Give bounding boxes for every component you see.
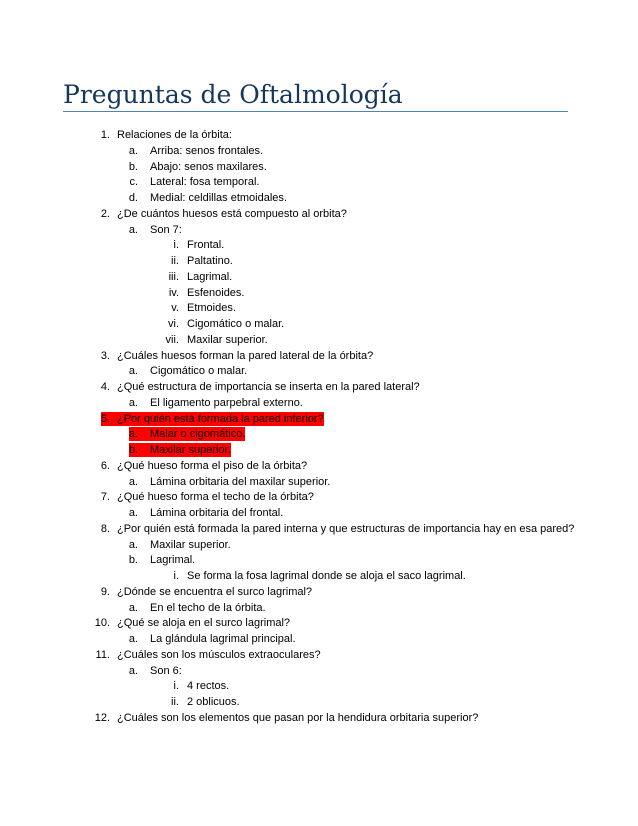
list-marker: i. [173, 239, 179, 251]
list-text: ¿Cuáles son los elementos que pasan por la hendidura orbitaria superior? [117, 712, 479, 724]
list-marker: iii. [168, 271, 179, 283]
list-marker: 11. [95, 649, 110, 661]
list-text: ¿Qué se aloja en el surco lagrimal? [117, 617, 291, 629]
list-text: ¿Cuáles son los músculos extraoculares? [117, 649, 321, 661]
list-text: En el techo de la órbita. [150, 602, 266, 614]
list-marker: c. [129, 176, 138, 188]
list-marker: ii. [171, 255, 179, 267]
list-marker: v. [171, 302, 179, 314]
list-marker: 5. [100, 413, 110, 425]
list-text: ¿Cuáles huesos forman la pared lateral de la órbita? [117, 350, 374, 362]
list-marker: 1. [100, 129, 110, 141]
list-text: ¿Por quién está formada la pared interna y que estructuras de importancia hay en esa pared? [117, 523, 575, 535]
list-marker: a. [128, 397, 138, 409]
list-text: ¿De cuántos huesos está compuesto al orbita? [117, 208, 347, 220]
list-text: Paltatino. [187, 255, 233, 267]
page-title: Preguntas de Oftalmología [63, 80, 403, 109]
list-text: Cigomático o malar. [187, 318, 285, 330]
list-marker: 10. [94, 617, 110, 629]
list-text: Son 7: [150, 224, 182, 236]
list-marker: 9. [100, 586, 110, 598]
list-text: ¿Qué hueso forma el techo de la órbita? [117, 491, 314, 503]
list-text: Lagrimal. [187, 271, 233, 283]
list-marker: a. [128, 365, 138, 377]
list-text: La glándula lagrimal principal. [150, 633, 296, 645]
list-marker: 6. [100, 460, 110, 472]
list-marker: i. [173, 570, 179, 582]
list-text: Arriba: senos frontales. [150, 145, 264, 157]
list-text: Son 6: [150, 665, 182, 677]
list-text: Cigomático o malar. [150, 365, 248, 377]
list-text: Maxilar superior. [150, 444, 231, 456]
list-marker: a. [128, 602, 138, 614]
list-text: ¿Qué hueso forma el piso de la órbita? [117, 460, 308, 472]
list-marker: a. [128, 539, 138, 551]
list-marker: 7. [100, 491, 110, 503]
list-marker: a. [128, 224, 138, 236]
list-text: Abajo: senos maxilares. [150, 161, 267, 173]
list-text: Esfenoides. [187, 287, 245, 299]
list-marker: a. [128, 145, 138, 157]
list-text: Lateral: fosa temporal. [150, 176, 260, 188]
list-text: Frontal. [187, 239, 225, 251]
list-marker: vi. [168, 318, 179, 330]
list-marker: 2. [100, 208, 110, 220]
list-text: Maxilar superior. [187, 334, 268, 346]
list-text: ¿Qué estructura de importancia se inserta en la pared lateral? [117, 381, 420, 393]
list-marker: a. [128, 476, 138, 488]
list-text: 4 rectos. [187, 680, 230, 692]
list-text: El ligamento parpebral externo. [150, 397, 303, 409]
list-marker: 12. [94, 712, 110, 724]
list-marker: ii. [171, 696, 179, 708]
list-marker: a. [128, 665, 138, 677]
list-text: Se forma la fosa lagrimal donde se aloja el saco lagrimal. [187, 570, 466, 582]
list-marker: b. [128, 554, 138, 566]
list-marker: b. [128, 161, 138, 173]
list-text: Lámina orbitaria del frontal. [150, 507, 284, 519]
list-marker: a. [128, 507, 138, 519]
list-marker: a. [128, 428, 138, 440]
list-marker: i. [173, 680, 179, 692]
list-marker: 8. [100, 523, 110, 535]
list-text: ¿Por quién está formada la pared inferior? [117, 413, 324, 425]
list-marker: iv. [168, 287, 179, 299]
list-text: ¿Dónde se encuentra el surco lagrimal? [117, 586, 313, 598]
list-marker: a. [128, 633, 138, 645]
list-text: Malar o cigomático. [150, 428, 246, 440]
list-marker: 4. [100, 381, 110, 393]
list-marker: d. [128, 192, 138, 204]
list-text: Lagrimal. [150, 554, 196, 566]
list-text: Medial: celdillas etmoidales. [150, 192, 287, 204]
list-marker: vii. [165, 334, 179, 346]
list-text: Lámina orbitaria del maxilar superior. [150, 476, 331, 488]
list-text: 2 oblicuos. [187, 696, 240, 708]
list-text: Etmoides. [187, 302, 236, 314]
list-marker: b. [128, 444, 138, 456]
list-text: Relaciones de la órbita: [117, 129, 232, 141]
list-text: Maxilar superior. [150, 539, 231, 551]
list-marker: 3. [100, 350, 110, 362]
